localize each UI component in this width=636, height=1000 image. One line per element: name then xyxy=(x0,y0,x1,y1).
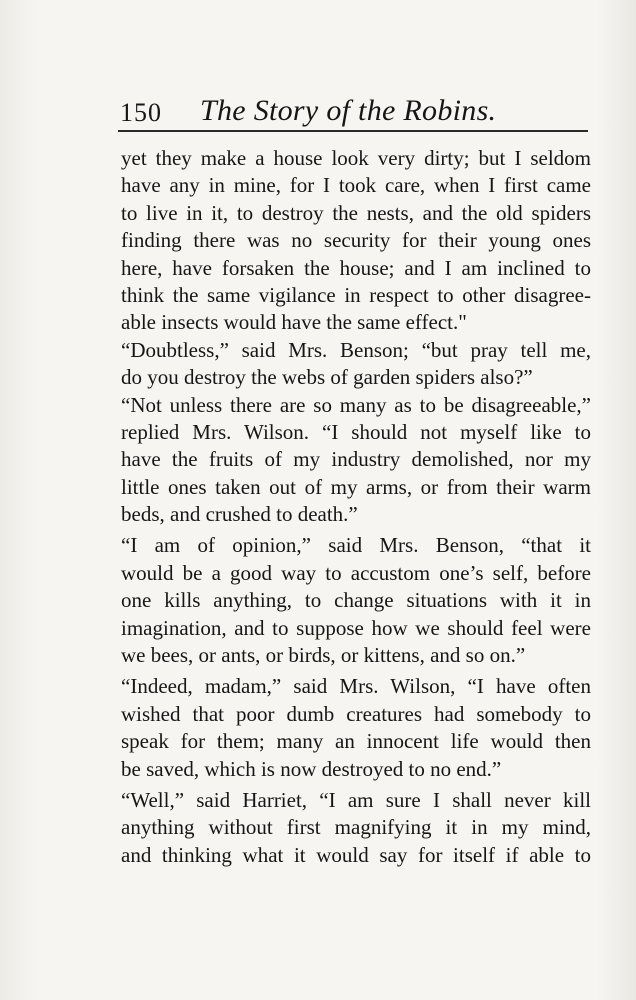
text-line: one kills anything, to change situations with it in xyxy=(121,588,591,613)
text-line: able insects would have the same effect." xyxy=(121,310,467,335)
text-line: “Well,” said Harriet, “I am sure I shall never kill xyxy=(121,787,591,812)
text-line: anything without first magnifying it in my mind, xyxy=(121,815,591,840)
running-head xyxy=(120,92,588,132)
paragraph xyxy=(121,673,591,783)
text-line: to live in it, to destroy the nests, and the old spiders xyxy=(121,200,591,225)
text-line: imagination, and to suppose how we should feel were xyxy=(121,615,591,640)
text-line: “Not unless there are so many as to be disagreeable,” xyxy=(121,392,591,417)
text-line: wished that poor dumb creatures had somebody to xyxy=(121,701,591,726)
paragraph xyxy=(121,532,591,669)
text-line: and thinking what it would say for itself if able to xyxy=(121,842,591,867)
text-line: be saved, which is now destroyed to no end.” xyxy=(121,756,502,781)
text-line: do you destroy the webs of garden spiders also?” xyxy=(121,365,533,390)
paragraph xyxy=(121,392,591,529)
text-line: “Doubtless,” said Mrs. Benson; “but pray tell me, xyxy=(121,337,591,362)
text-line: would be a good way to accustom one’s self, before xyxy=(121,560,591,585)
paragraph xyxy=(121,337,591,392)
text-line: “Indeed, madam,” said Mrs. Wilson, “I have often xyxy=(121,674,591,699)
page-number: 150 xyxy=(120,98,162,127)
header-rule xyxy=(118,130,588,132)
text-line: have the fruits of my industry demolished, nor my xyxy=(121,447,591,472)
text-line: we bees, or ants, or birds, or kittens, and so on.” xyxy=(121,643,526,668)
text-line: yet they make a house look very dirty; but I seldom xyxy=(121,146,591,170)
paragraph xyxy=(121,145,591,337)
body-text xyxy=(121,145,591,869)
text-line: “I am of opinion,” said Mrs. Benson, “that it xyxy=(121,533,591,558)
text-line: think the same vigilance in respect to other disagree- xyxy=(121,282,591,307)
text-line: little ones taken out of my arms, or from their warm xyxy=(121,474,591,499)
text-line: have any in mine, for I took care, when I first came xyxy=(121,173,591,198)
text-line: replied Mrs. Wilson. “I should not myself like to xyxy=(121,419,591,444)
paragraph xyxy=(121,787,591,869)
text-line: beds, and crushed to death.” xyxy=(121,502,358,527)
running-title: The Story of the Robins. xyxy=(200,94,497,127)
text-line: here, have forsaken the house; and I am inclined to xyxy=(121,255,591,280)
text-line: finding there was no security for their young ones xyxy=(121,228,591,253)
text-line: speak for them; many an innocent life would then xyxy=(121,729,591,754)
